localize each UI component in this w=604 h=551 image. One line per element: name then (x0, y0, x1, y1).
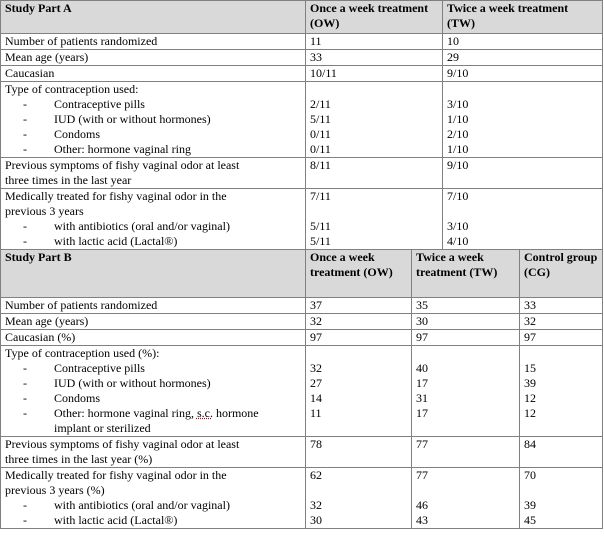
sub-item-continuation (5, 421, 301, 436)
table-row-contraception (1, 346, 603, 437)
row-label: Type of contraception used (%): (5, 346, 160, 360)
cell-ow: 62 (310, 468, 322, 482)
cell-ow: 11 (306, 34, 443, 50)
header-cell-ow: Once a week treatment (OW) (306, 250, 412, 298)
table-row-age (1, 50, 603, 66)
cell-ow: 5/11 (310, 112, 331, 126)
sub-item (5, 498, 301, 513)
row-label: three times in the last year (5, 173, 132, 187)
cell-cg: 97 (520, 330, 603, 346)
cell-cg: 33 (520, 298, 603, 314)
table-row-medically-treated (1, 468, 603, 529)
header-cell-cg: Control group (CG) (520, 250, 603, 298)
table-row-randomized (1, 34, 603, 50)
row-label-group (1, 346, 306, 437)
cell-cg-group (520, 468, 603, 529)
row-label: Caucasian (%) (1, 330, 306, 346)
cell-tw: 77 (416, 468, 428, 482)
cell-ow: 33 (306, 50, 443, 66)
table-row-caucasian (1, 330, 603, 346)
sub-item (5, 234, 301, 249)
cell-tw: 77 (412, 437, 520, 468)
cell-tw: 17 (416, 406, 428, 420)
cell-ow: 32 (310, 498, 322, 512)
cell-ow: 30 (310, 513, 322, 527)
bullet-dash: - (23, 97, 27, 111)
row-label: previous 3 years (%) (5, 483, 105, 497)
cell-ow: 0/11 (310, 127, 331, 141)
bullet-dash: - (23, 127, 27, 141)
sub-item (5, 142, 301, 157)
row-label: Previous symptoms of fishy vaginal odor at least (5, 437, 240, 451)
sub-item (5, 361, 301, 376)
cell-ow: 10/11 (306, 66, 443, 82)
bullet-dash: - (23, 361, 27, 375)
table-row-randomized (1, 298, 603, 314)
table-row-contraception (1, 82, 603, 158)
table-row-previous-symptoms (1, 437, 603, 468)
cell-tw: 17 (416, 376, 428, 390)
cell-ow: 7/11 (310, 189, 331, 203)
table-header-row (1, 250, 603, 298)
sub-item-label: IUD (with or without hormones) (54, 376, 211, 390)
sub-item-label: Condoms (54, 127, 101, 141)
cell-cg: 45 (524, 513, 536, 527)
cell-ow: 37 (306, 298, 412, 314)
cell-ow: 5/11 (310, 219, 331, 233)
cell-tw: 3/10 (447, 219, 469, 233)
underlined-abbrev: s.c. (196, 406, 213, 420)
cell-ow-group (306, 82, 443, 158)
bullet-dash: - (23, 112, 27, 126)
cell-ow-group (306, 346, 412, 437)
cell-ow: 11 (310, 406, 322, 420)
cell-cg-group (520, 346, 603, 437)
cell-ow-group (306, 468, 412, 529)
cell-cg: 70 (524, 468, 536, 482)
sub-item-label: with antibiotics (oral and/or vaginal) (54, 498, 230, 512)
sub-item-label: Other: hormone vaginal ring (54, 142, 191, 156)
table-header-row (1, 1, 603, 34)
cell-tw-group (443, 189, 603, 250)
header-cell-part-b: Study Part B (1, 250, 306, 298)
cell-tw: 9/10 (443, 158, 603, 189)
row-label-group (1, 158, 306, 189)
bullet-dash: - (23, 219, 27, 233)
table-row-medically-treated (1, 189, 603, 250)
cell-cg: 84 (520, 437, 603, 468)
sub-item (5, 219, 301, 234)
sub-item-label: Condoms (54, 391, 101, 405)
cell-cg: 39 (524, 498, 536, 512)
sub-item (5, 376, 301, 391)
sub-item-label: with lactic acid (Lactal®) (54, 234, 178, 248)
row-label: three times in the last year (%) (5, 452, 153, 466)
sub-item (5, 513, 301, 528)
sub-item-label: with antibiotics (oral and/or vaginal) (54, 219, 230, 233)
sub-item-label: Contraceptive pills (54, 97, 145, 111)
row-label: Type of contraception used: (5, 82, 139, 96)
cell-tw-group (412, 346, 520, 437)
sub-item (5, 406, 301, 421)
cell-ow-group (306, 189, 443, 250)
table-row-caucasian (1, 66, 603, 82)
sub-item (5, 391, 301, 406)
row-label: Mean age (years) (1, 314, 306, 330)
cell-cg: 12 (524, 406, 536, 420)
cell-ow: 0/11 (310, 142, 331, 156)
cell-ow: 78 (306, 437, 412, 468)
cell-tw: 2/10 (447, 127, 469, 141)
cell-tw: 10 (443, 34, 603, 50)
header-cell-tw: Twice a week treatment (TW) (443, 1, 603, 34)
row-label: Number of patients randomized (1, 34, 306, 50)
cell-tw: 97 (412, 330, 520, 346)
header-cell-ow: Once a week treatment (OW) (306, 1, 443, 34)
cell-tw: 30 (412, 314, 520, 330)
cell-ow: 8/11 (306, 158, 443, 189)
bullet-dash: - (23, 391, 27, 405)
cell-cg: 32 (520, 314, 603, 330)
row-label-group (1, 468, 306, 529)
cell-tw: 3/10 (447, 97, 469, 111)
row-label: Number of patients randomized (1, 298, 306, 314)
row-label: Mean age (years) (1, 50, 306, 66)
table-study-part-b (0, 249, 603, 529)
cell-ow: 32 (310, 361, 322, 375)
cell-tw: 9/10 (443, 66, 603, 82)
cell-tw: 43 (416, 513, 428, 527)
cell-ow: 27 (310, 376, 322, 390)
row-label-group (1, 437, 306, 468)
sub-item-label: implant or sterilized (54, 421, 151, 435)
sub-item (5, 97, 301, 112)
row-label: previous 3 years (5, 204, 84, 218)
cell-tw-group (443, 82, 603, 158)
cell-ow: 5/11 (310, 234, 331, 248)
bullet-dash: - (23, 234, 27, 248)
sub-item-label: with lactic acid (Lactal®) (54, 513, 178, 527)
row-label-group (1, 82, 306, 158)
row-label: Caucasian (1, 66, 306, 82)
cell-tw: 7/10 (447, 189, 469, 203)
cell-cg: 15 (524, 361, 536, 375)
table-row-previous-symptoms (1, 158, 603, 189)
bullet-dash: - (23, 142, 27, 156)
row-label-group (1, 189, 306, 250)
cell-tw: 46 (416, 498, 428, 512)
bullet-dash: - (23, 376, 27, 390)
cell-ow: 97 (306, 330, 412, 346)
cell-tw: 29 (443, 50, 603, 66)
cell-cg: 39 (524, 376, 536, 390)
sub-item-label: IUD (with or without hormones) (54, 112, 211, 126)
bullet-dash: - (23, 498, 27, 512)
row-label: Medically treated for fishy vaginal odor in the (5, 189, 227, 203)
cell-tw: 4/10 (447, 234, 469, 248)
cell-ow: 32 (306, 314, 412, 330)
row-label: Previous symptoms of fishy vaginal odor at least (5, 158, 240, 172)
sub-item (5, 127, 301, 142)
sub-item-label: Other: hormone vaginal ring, s.c. hormone (54, 406, 259, 420)
bullet-dash: - (23, 513, 27, 527)
cell-tw: 1/10 (447, 142, 469, 156)
cell-cg: 12 (524, 391, 536, 405)
cell-tw: 31 (416, 391, 428, 405)
cell-tw-group (412, 468, 520, 529)
bullet-dash: - (23, 406, 27, 420)
header-cell-part-a: Study Part A (1, 1, 306, 34)
header-cell-tw: Twice a week treatment (TW) (412, 250, 520, 298)
row-label: Medically treated for fishy vaginal odor in the (5, 468, 227, 482)
table-study-part-a (0, 0, 603, 250)
cell-tw: 40 (416, 361, 428, 375)
cell-ow: 14 (310, 391, 322, 405)
table-row-age (1, 314, 603, 330)
cell-ow: 2/11 (310, 97, 331, 111)
sub-item (5, 112, 301, 127)
sub-item-label: Contraceptive pills (54, 361, 145, 375)
cell-tw: 35 (412, 298, 520, 314)
cell-tw: 1/10 (447, 112, 469, 126)
